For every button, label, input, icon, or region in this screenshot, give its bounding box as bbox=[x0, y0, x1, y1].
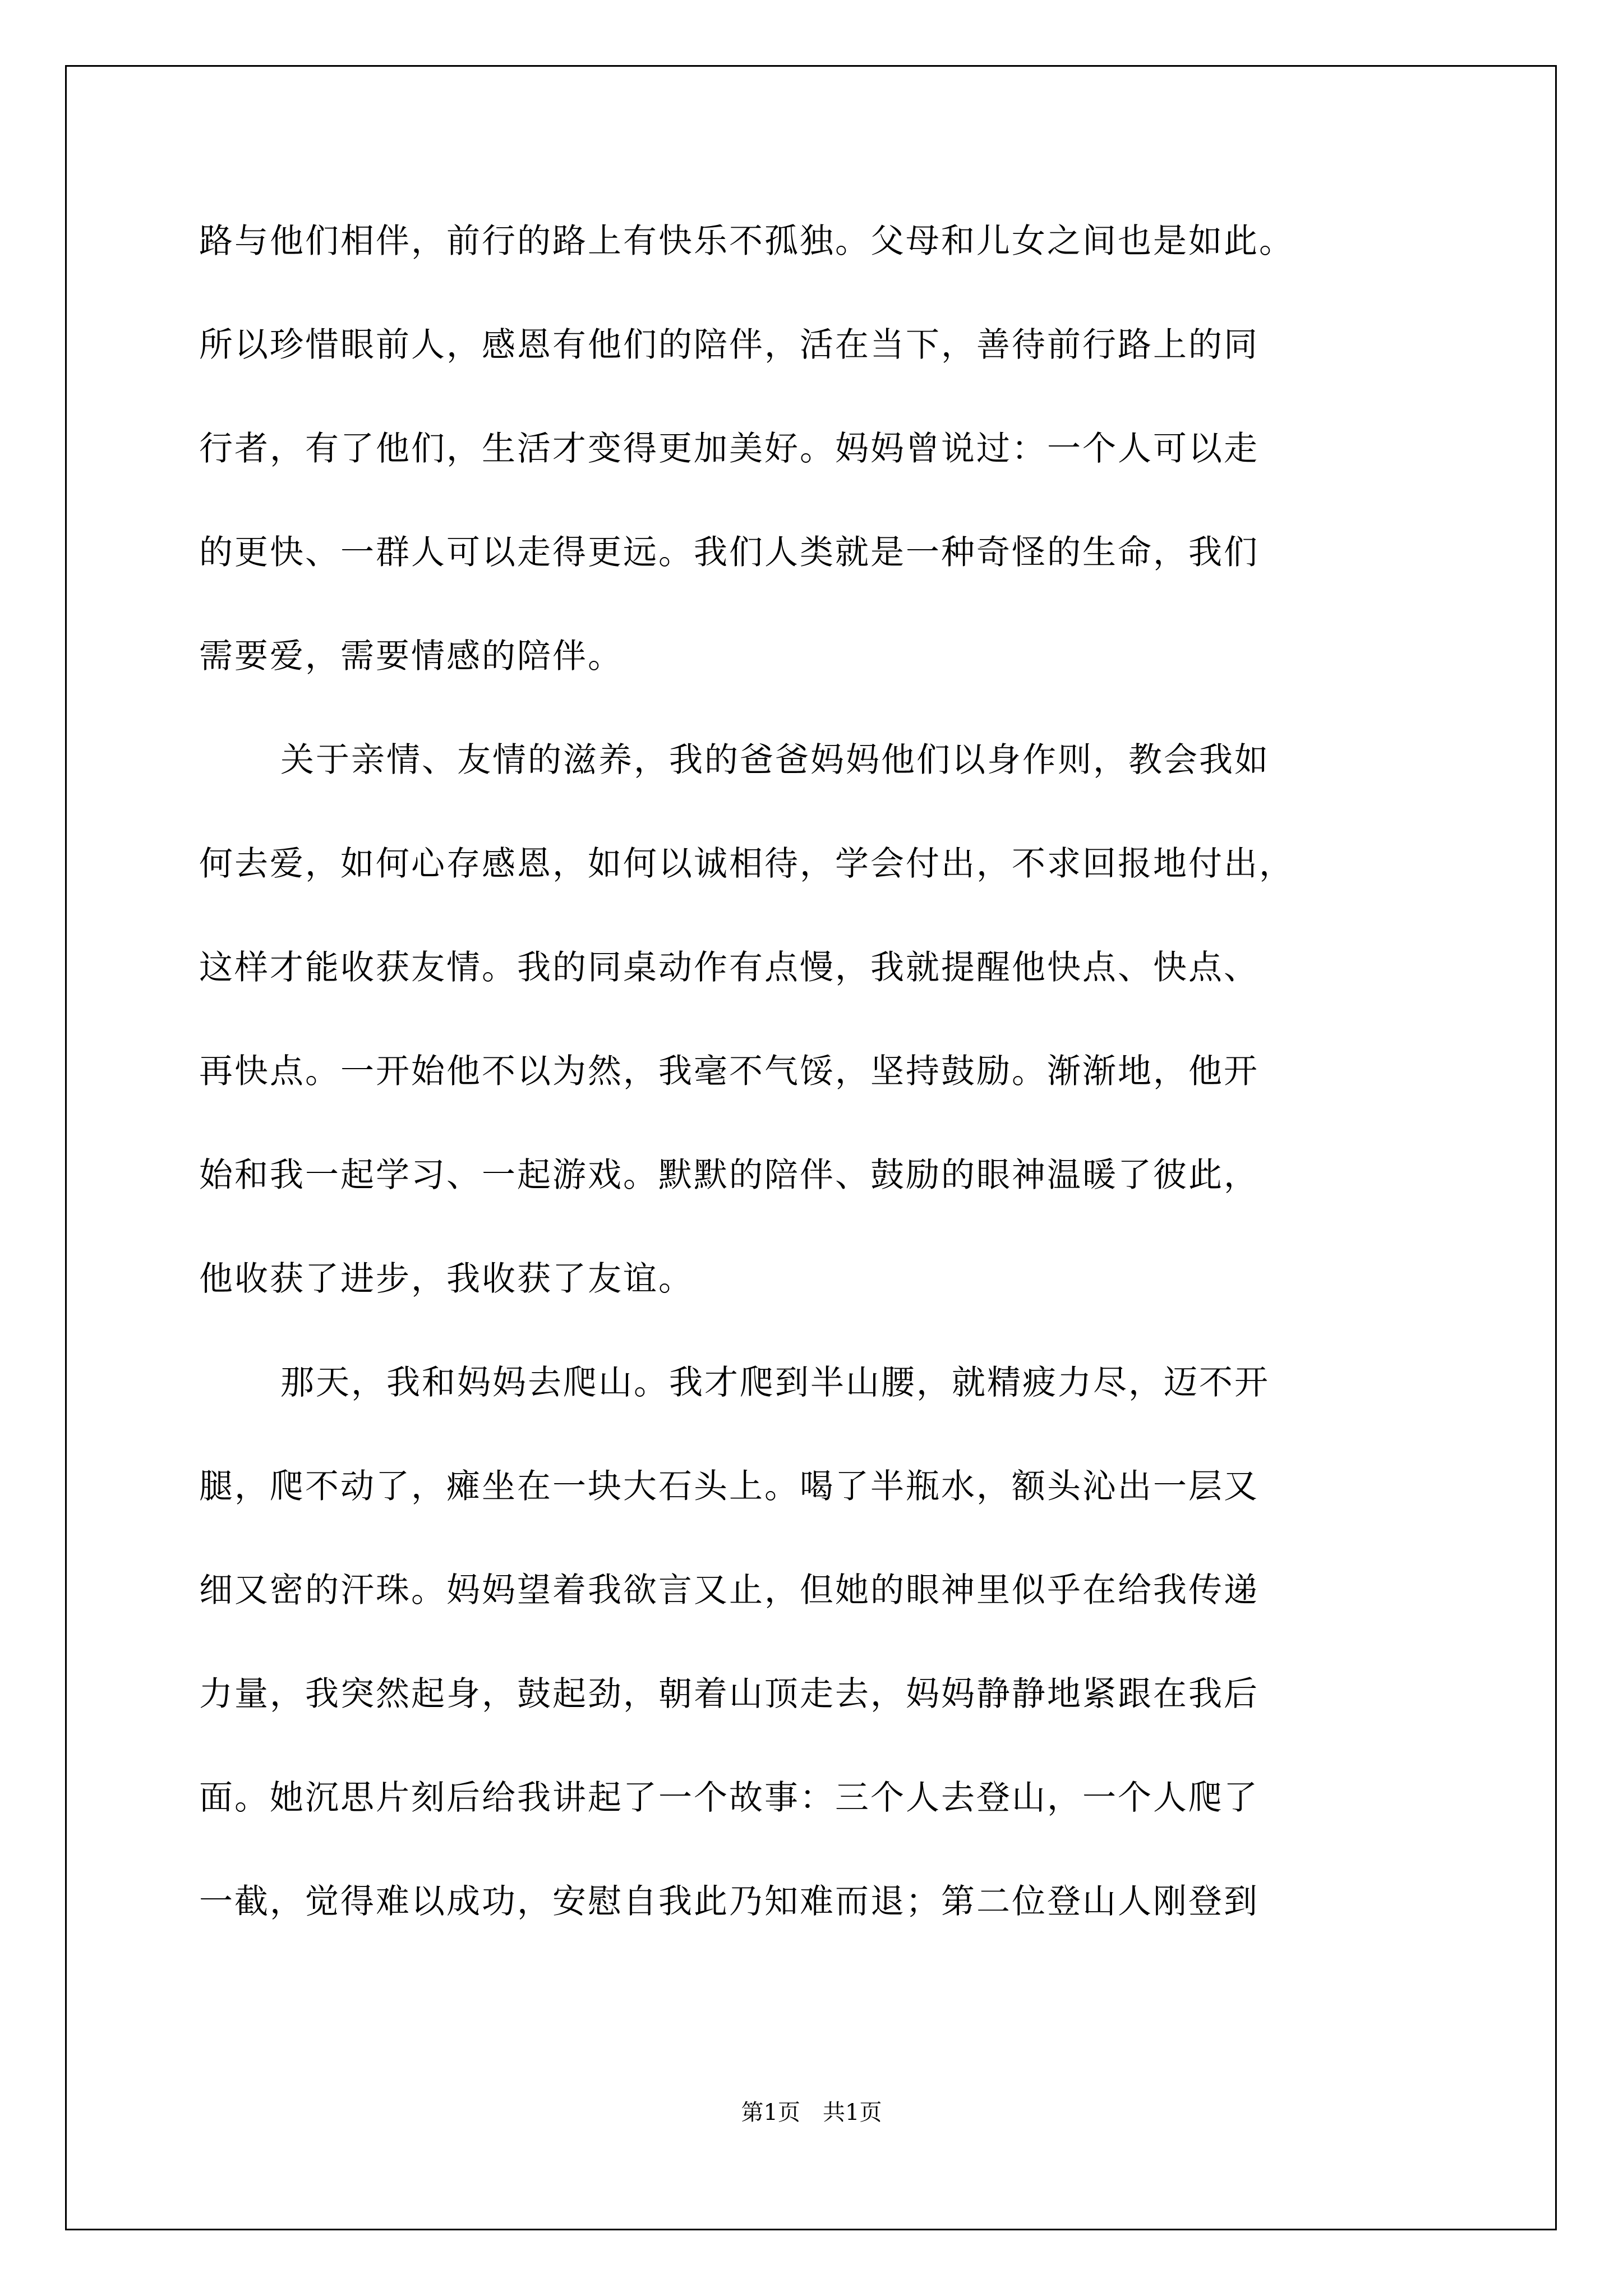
text-line: 何去爱，如何心存感恩，如何以诚相待，学会付出，不求回报地付出， bbox=[199, 844, 1294, 884]
text-line: 细又密的汗珠。妈妈望着我欲言又止，但她的眼神里似乎在给我传递 bbox=[199, 1571, 1259, 1610]
text-line: 行者，有了他们，生活才变得更加美好。妈妈曾说过：一个人可以走 bbox=[199, 429, 1259, 468]
paragraph-first-line: 关于亲情、友情的滋养，我的爸爸妈妈他们以身作则，教会我如 bbox=[280, 740, 1270, 780]
paragraph-first-line: 那天，我和妈妈去爬山。我才爬到半山腰，就精疲力尽，迈不开 bbox=[280, 1363, 1270, 1402]
text-line: 一截，觉得难以成功，安慰自我此乃知难而退；第二位登山人刚登到 bbox=[199, 1882, 1259, 1921]
text-line: 他收获了进步，我收获了友谊。 bbox=[199, 1259, 694, 1299]
text-line: 的更快、一群人可以走得更远。我们人类就是一种奇怪的生命，我们 bbox=[199, 533, 1259, 572]
text-line: 这样才能收获友情。我的同桌动作有点慢，我就提醒他快点、快点、 bbox=[199, 948, 1259, 987]
text-line: 力量，我突然起身，鼓起劲，朝着山顶走去，妈妈静静地紧跟在我后 bbox=[199, 1674, 1259, 1714]
text-line: 始和我一起学习、一起游戏。默默的陪伴、鼓励的眼神温暖了彼此， bbox=[199, 1156, 1259, 1195]
text-line: 路与他们相伴，前行的路上有快乐不孤独。父母和儿女之间也是如此。 bbox=[199, 222, 1294, 261]
text-line: 腿，爬不动了，瘫坐在一块大石头上。喝了半瓶水，额头沁出一层又 bbox=[199, 1467, 1259, 1506]
text-line: 再快点。一开始他不以为然，我毫不气馁，坚持鼓励。渐渐地，他开 bbox=[199, 1052, 1259, 1091]
page-footer: 第1页 共1页 bbox=[741, 2100, 882, 2125]
text-line: 面。她沉思片刻后给我讲起了一个故事：三个人去登山，一个人爬了 bbox=[199, 1778, 1259, 1818]
text-line: 所以珍惜眼前人，感恩有他们的陪伴，活在当下，善待前行路上的同 bbox=[199, 325, 1259, 365]
text-line: 需要爱，需要情感的陪伴。 bbox=[199, 637, 623, 676]
